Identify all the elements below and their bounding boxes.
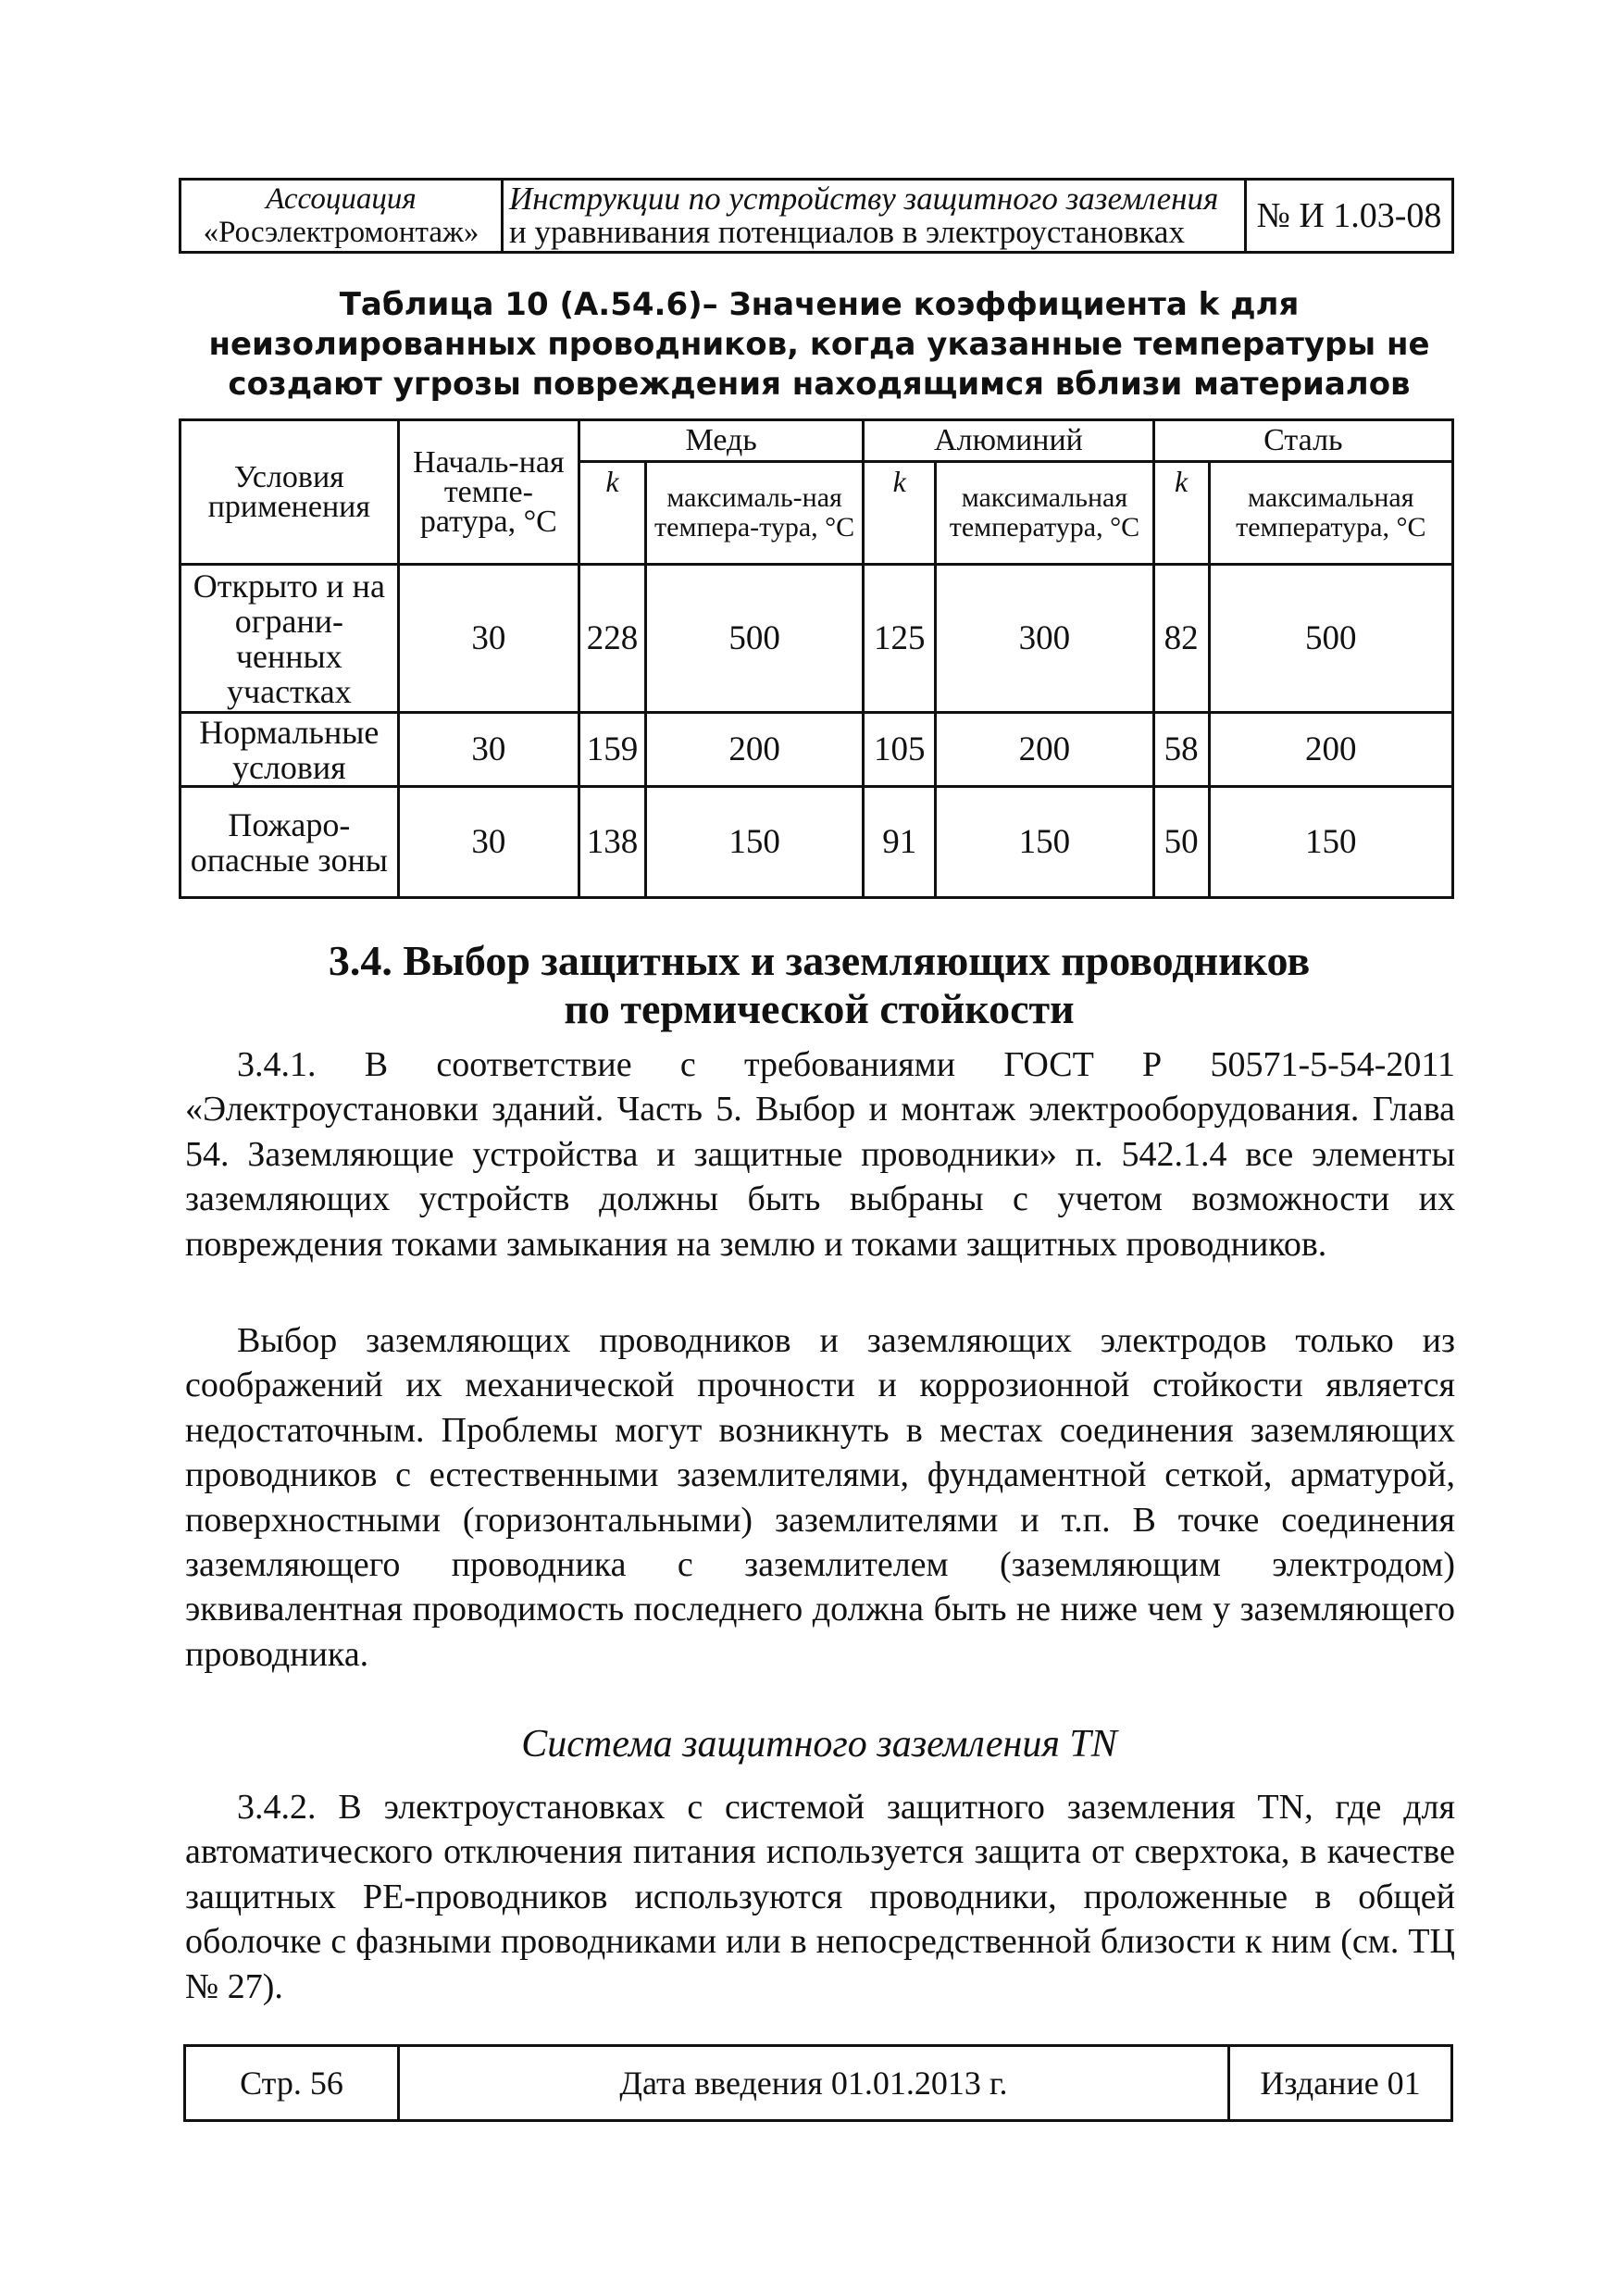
header-steel-max-temp: максимальная температура, °С xyxy=(1209,462,1452,565)
row-copper-max: 200 xyxy=(645,713,863,787)
row-copper-k: 138 xyxy=(579,787,646,898)
document-footer xyxy=(183,2044,1453,2122)
header-conditions: Условия применения xyxy=(180,420,399,565)
header-title xyxy=(503,180,1246,253)
row-aluminium-k: 125 xyxy=(864,565,936,713)
header-steel-k: k xyxy=(1153,462,1209,565)
header-group-aluminium: Алюминий xyxy=(864,420,1153,462)
row-aluminium-max: 150 xyxy=(936,787,1154,898)
header-aluminium-max-temp: максимальная температура, °С xyxy=(936,462,1154,565)
paragraph-grounding-choice-text: Выбор заземляющих проводников и заземляющих электродов только из соображений их механической прочности и коррозионной стойкости является недостаточным. Проблемы могут возникнуть в местах соединения заземляющих проводников с естественными заземлителями, фундаментной сеткой, арматурой, поверхностными (горизонтальными) заземлителями и т.п. В точке соединения заземляющего проводника с заземлителем (заземляющим электродом) эквивалентная проводимость последнего должна быть не ниже чем у заземляющего проводника. xyxy=(185,1321,1455,1674)
footer-edition: Издание 01 xyxy=(1229,2046,1452,2121)
row-aluminium-k: 105 xyxy=(864,713,936,787)
paragraph-grounding-choice xyxy=(185,1318,1455,1677)
header-group-copper: Медь xyxy=(579,420,864,462)
table-row xyxy=(180,713,1453,787)
row-initial-temp: 30 xyxy=(398,565,579,713)
row-steel-k: 58 xyxy=(1153,713,1209,787)
footer-date: Дата введения 01.01.2013 г. xyxy=(399,2046,1229,2121)
table-caption: Таблица 10 (А.54.6)– Значение коэффициента k для неизолированных проводников, когда указанные температуры не создают угрозы повреждения находящимся вблизи материалов xyxy=(208,286,1430,403)
row-initial-temp: 30 xyxy=(398,713,579,787)
title-line-2: и уравнивания потенциалов в электроустановках xyxy=(509,214,1185,250)
header-initial-temp: Началь-ная темпе-ратура, °С xyxy=(398,420,579,565)
document-header xyxy=(179,178,1454,254)
header-copper-max-temp: максималь-ная темпера-тура, °С xyxy=(645,462,863,565)
header-copper-k: k xyxy=(579,462,646,565)
coefficient-table xyxy=(179,418,1454,899)
paragraph-3-4-1 xyxy=(185,1042,1455,1267)
table-row xyxy=(180,565,1453,713)
table-row xyxy=(180,787,1453,898)
paragraph-3-4-2-text: 3.4.2. В электроустановках с системой защитного заземления TN, где для автоматического отключения питания используется защита от сверхтока, в качестве защитных РЕ-проводников используются проводники, проложенные в общей оболочке с фазными проводниками или в непосредственной близости к ним (см. ТЦ № 27). xyxy=(185,1788,1455,2006)
row-condition: Открыто и на ограни-ченных участках xyxy=(180,565,399,713)
title-line-1: Инструкции по устройству защитного заземления xyxy=(509,181,1219,217)
org-line-2: «Росэлектромонтаж» xyxy=(203,216,479,249)
row-aluminium-k: 91 xyxy=(864,787,936,898)
row-steel-k: 50 xyxy=(1153,787,1209,898)
row-initial-temp: 30 xyxy=(398,787,579,898)
section-heading xyxy=(176,937,1462,1033)
row-aluminium-max: 300 xyxy=(936,565,1154,713)
org-line-1: Ассоциация xyxy=(266,182,417,216)
row-copper-k: 159 xyxy=(579,713,646,787)
row-copper-k: 228 xyxy=(579,565,646,713)
row-copper-max: 500 xyxy=(645,565,863,713)
header-aluminium-k: k xyxy=(864,462,936,565)
header-organization xyxy=(180,180,503,253)
paragraph-3-4-2 xyxy=(185,1785,1455,2009)
row-condition: Пожаро-опасные зоны xyxy=(180,787,399,898)
row-copper-max: 150 xyxy=(645,787,863,898)
row-steel-max: 150 xyxy=(1209,787,1452,898)
header-group-steel: Сталь xyxy=(1153,420,1452,462)
row-condition: Нормальные условия xyxy=(180,713,399,787)
row-steel-k: 82 xyxy=(1153,565,1209,713)
footer-page: Стр. 56 xyxy=(185,2046,399,2121)
paragraph-3-4-1-text: 3.4.1. В соответствие с требованиями ГОСТ Р 50571-5-54-2011 «Электроустановки зданий. Часть 5. Выбор и монтаж электрооборудования. Глава 54. Заземляющие устройства и защитные проводники» п. 542.1.4 все элементы заземляющих устройств должны быть выбраны с учетом возможности их повреждения токами замыкания на землю и токами защитных проводников. xyxy=(185,1045,1455,1264)
row-steel-max: 200 xyxy=(1209,713,1452,787)
row-aluminium-max: 200 xyxy=(936,713,1154,787)
header-doc-number: № И 1.03-08 xyxy=(1246,180,1453,253)
table-header-row-groups xyxy=(180,420,1453,462)
subheading-tn-system: Система защитного заземления TN xyxy=(521,1723,1117,1766)
section-heading-line-1: 3.4. Выбор защитных и заземляющих проводников xyxy=(328,937,1311,984)
row-steel-max: 500 xyxy=(1209,565,1452,713)
section-heading-line-2: по термической стойкости xyxy=(564,985,1075,1032)
